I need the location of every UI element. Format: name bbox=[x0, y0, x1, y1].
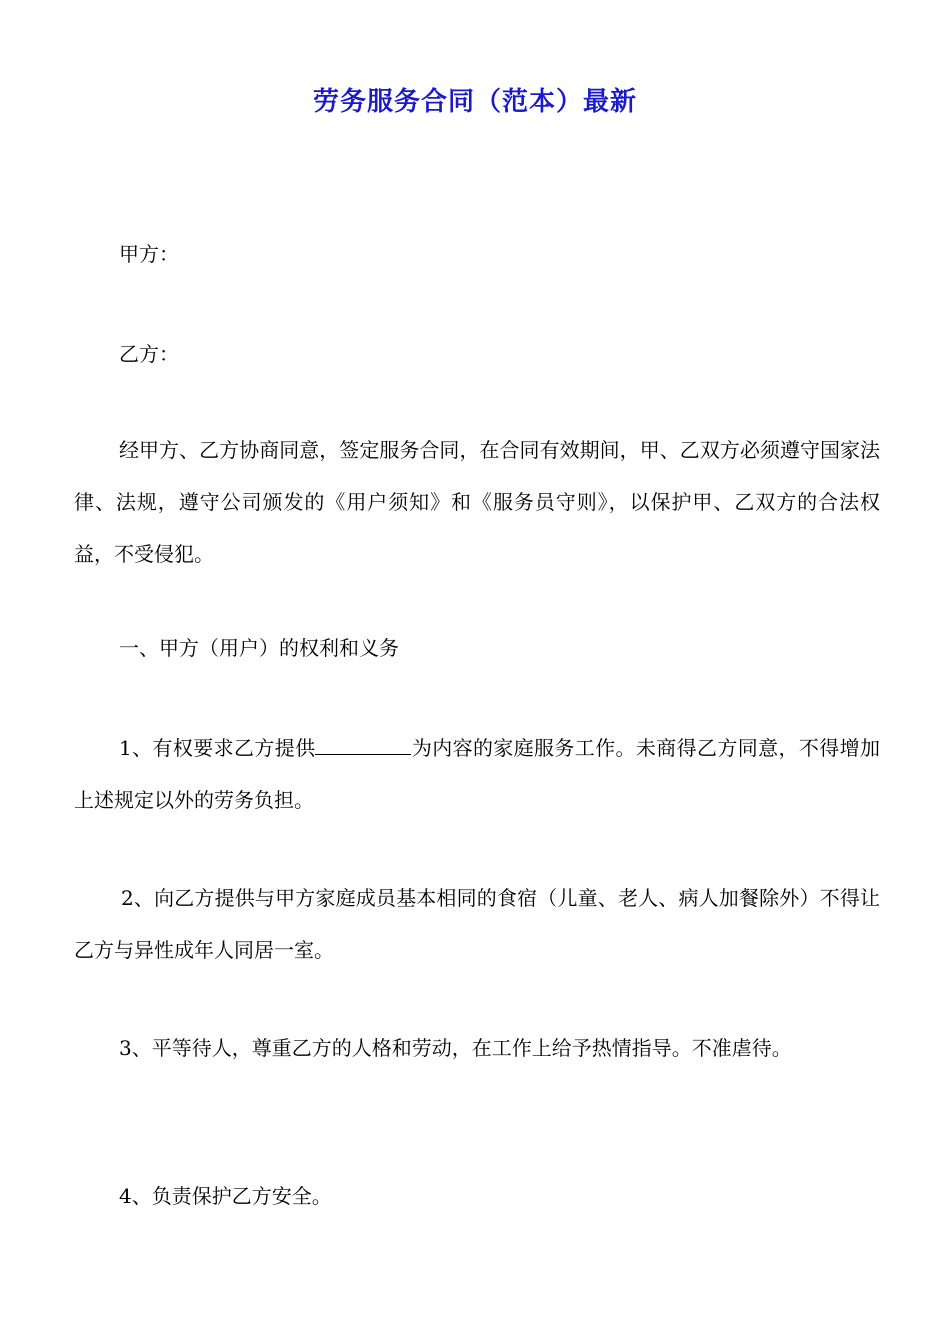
intro-paragraph: 经甲方、乙方协商同意，签定服务合同，在合同有效期间，甲、乙双方必须遵守国家法律、法规，遵守公司颁发的《用户须知》和《服务员守则》，以保护甲、乙双方的合法权益，不受侵犯。 bbox=[74, 438, 880, 566]
clause-1-text-end: 为内容的家庭服务工作。未商得乙方同意，不得增加上述规定以外的劳务负担。 bbox=[74, 736, 881, 812]
clause-1-text-start: 1、有权要求乙方提供 bbox=[119, 736, 316, 760]
fill-in-blank bbox=[315, 734, 411, 755]
clause-2: 2、向乙方提供与甲方家庭成员基本相同的食宿（儿童、老人、病人加餐除外）不得让乙方与异性成年人同居一室。 bbox=[74, 886, 880, 962]
party-b-line: 乙方： bbox=[119, 342, 179, 366]
section1-heading: 一、甲方（用户）的权利和义务 bbox=[119, 636, 399, 660]
clause-3: 3、平等待人，尊重乙方的人格和劳动，在工作上给予热情指导。不准虐待。 bbox=[119, 1036, 792, 1060]
clause-1 bbox=[74, 722, 880, 826]
party-a-line: 甲方： bbox=[119, 242, 179, 266]
clause-4: 4、负责保护乙方安全。 bbox=[119, 1184, 332, 1208]
document-title: 劳务服务合同（范本）最新 bbox=[312, 87, 637, 117]
